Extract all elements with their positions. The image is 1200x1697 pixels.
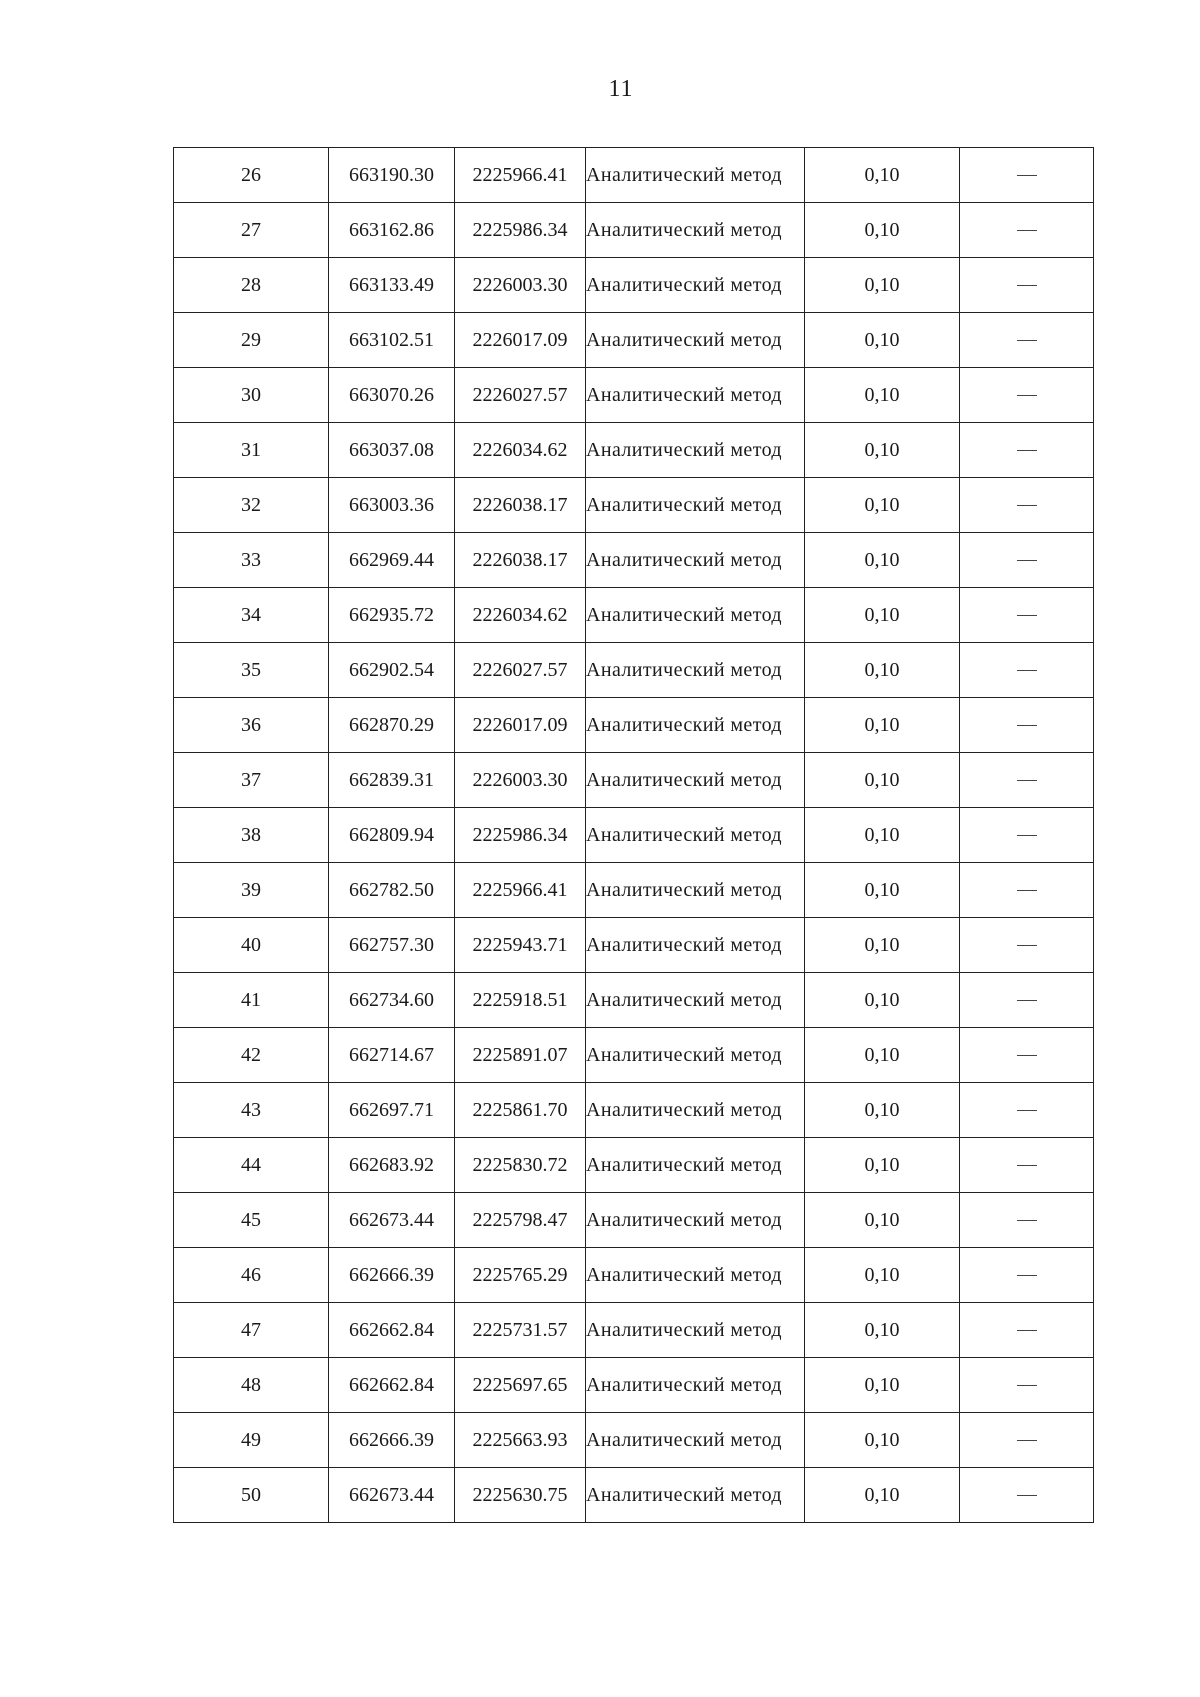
note-cell bbox=[960, 698, 1094, 753]
method-cell: Аналитический метод bbox=[586, 698, 805, 753]
method-cell: Аналитический метод bbox=[586, 1468, 805, 1523]
method-cell: Аналитический метод bbox=[586, 313, 805, 368]
method-cell: Аналитический метод bbox=[586, 1303, 805, 1358]
dash-mark bbox=[1017, 1440, 1037, 1441]
x-coordinate-cell: 662782.50 bbox=[329, 863, 455, 918]
point-number-cell: 32 bbox=[174, 478, 329, 533]
point-number-cell: 35 bbox=[174, 643, 329, 698]
accuracy-cell: 0,10 bbox=[805, 808, 960, 863]
y-coordinate-cell: 2226003.30 bbox=[455, 258, 586, 313]
y-coordinate-cell: 2225891.07 bbox=[455, 1028, 586, 1083]
dash-mark bbox=[1017, 835, 1037, 836]
dash-mark bbox=[1017, 1275, 1037, 1276]
note-cell bbox=[960, 1193, 1094, 1248]
y-coordinate-cell: 2226003.30 bbox=[455, 753, 586, 808]
dash-mark bbox=[1017, 945, 1037, 946]
dash-mark bbox=[1017, 395, 1037, 396]
dash-mark bbox=[1017, 285, 1037, 286]
dash-mark bbox=[1017, 780, 1037, 781]
x-coordinate-cell: 662839.31 bbox=[329, 753, 455, 808]
table-row bbox=[174, 863, 1094, 918]
table-row bbox=[174, 423, 1094, 478]
accuracy-cell: 0,10 bbox=[805, 588, 960, 643]
y-coordinate-cell: 2225966.41 bbox=[455, 148, 586, 203]
point-number-cell: 29 bbox=[174, 313, 329, 368]
note-cell bbox=[960, 203, 1094, 258]
point-number-cell: 27 bbox=[174, 203, 329, 258]
point-number-cell: 50 bbox=[174, 1468, 329, 1523]
point-number-cell: 48 bbox=[174, 1358, 329, 1413]
accuracy-cell: 0,10 bbox=[805, 1413, 960, 1468]
table-row bbox=[174, 808, 1094, 863]
table-row bbox=[174, 1028, 1094, 1083]
dash-mark bbox=[1017, 1330, 1037, 1331]
method-cell: Аналитический метод bbox=[586, 1193, 805, 1248]
accuracy-cell: 0,10 bbox=[805, 1303, 960, 1358]
method-cell: Аналитический метод bbox=[586, 1028, 805, 1083]
x-coordinate-cell: 663190.30 bbox=[329, 148, 455, 203]
coordinates-table-body bbox=[174, 148, 1094, 1523]
method-cell: Аналитический метод bbox=[586, 203, 805, 258]
accuracy-cell: 0,10 bbox=[805, 478, 960, 533]
dash-mark bbox=[1017, 1110, 1037, 1111]
note-cell bbox=[960, 1303, 1094, 1358]
point-number-cell: 43 bbox=[174, 1083, 329, 1138]
x-coordinate-cell: 662935.72 bbox=[329, 588, 455, 643]
note-cell bbox=[960, 1028, 1094, 1083]
x-coordinate-cell: 662809.94 bbox=[329, 808, 455, 863]
table-row bbox=[174, 973, 1094, 1028]
x-coordinate-cell: 662683.92 bbox=[329, 1138, 455, 1193]
y-coordinate-cell: 2225765.29 bbox=[455, 1248, 586, 1303]
method-cell: Аналитический метод bbox=[586, 973, 805, 1028]
note-cell bbox=[960, 863, 1094, 918]
table-row bbox=[174, 258, 1094, 313]
note-cell bbox=[960, 148, 1094, 203]
accuracy-cell: 0,10 bbox=[805, 203, 960, 258]
accuracy-cell: 0,10 bbox=[805, 1028, 960, 1083]
note-cell bbox=[960, 368, 1094, 423]
note-cell bbox=[960, 643, 1094, 698]
point-number-cell: 38 bbox=[174, 808, 329, 863]
point-number-cell: 42 bbox=[174, 1028, 329, 1083]
method-cell: Аналитический метод bbox=[586, 1083, 805, 1138]
note-cell bbox=[960, 1413, 1094, 1468]
method-cell: Аналитический метод bbox=[586, 423, 805, 478]
method-cell: Аналитический метод bbox=[586, 588, 805, 643]
dash-mark bbox=[1017, 1055, 1037, 1056]
method-cell: Аналитический метод bbox=[586, 808, 805, 863]
method-cell: Аналитический метод bbox=[586, 643, 805, 698]
y-coordinate-cell: 2226034.62 bbox=[455, 423, 586, 478]
dash-mark bbox=[1017, 450, 1037, 451]
accuracy-cell: 0,10 bbox=[805, 258, 960, 313]
dash-mark bbox=[1017, 615, 1037, 616]
table-row bbox=[174, 1413, 1094, 1468]
note-cell bbox=[960, 533, 1094, 588]
dash-mark bbox=[1017, 175, 1037, 176]
table-row bbox=[174, 1303, 1094, 1358]
table-row bbox=[174, 203, 1094, 258]
y-coordinate-cell: 2225861.70 bbox=[455, 1083, 586, 1138]
note-cell bbox=[960, 423, 1094, 478]
table-row bbox=[174, 1083, 1094, 1138]
x-coordinate-cell: 662662.84 bbox=[329, 1358, 455, 1413]
point-number-cell: 46 bbox=[174, 1248, 329, 1303]
accuracy-cell: 0,10 bbox=[805, 533, 960, 588]
x-coordinate-cell: 663070.26 bbox=[329, 368, 455, 423]
table-row bbox=[174, 1468, 1094, 1523]
note-cell bbox=[960, 918, 1094, 973]
table-row bbox=[174, 1248, 1094, 1303]
y-coordinate-cell: 2225966.41 bbox=[455, 863, 586, 918]
point-number-cell: 41 bbox=[174, 973, 329, 1028]
method-cell: Аналитический метод bbox=[586, 258, 805, 313]
x-coordinate-cell: 662662.84 bbox=[329, 1303, 455, 1358]
note-cell bbox=[960, 1248, 1094, 1303]
accuracy-cell: 0,10 bbox=[805, 753, 960, 808]
table-row bbox=[174, 478, 1094, 533]
accuracy-cell: 0,10 bbox=[805, 1138, 960, 1193]
x-coordinate-cell: 662666.39 bbox=[329, 1248, 455, 1303]
page-number: 11 bbox=[608, 76, 634, 102]
point-number-cell: 37 bbox=[174, 753, 329, 808]
y-coordinate-cell: 2225943.71 bbox=[455, 918, 586, 973]
table-row bbox=[174, 148, 1094, 203]
point-number-cell: 28 bbox=[174, 258, 329, 313]
accuracy-cell: 0,10 bbox=[805, 423, 960, 478]
table-row bbox=[174, 753, 1094, 808]
note-cell bbox=[960, 258, 1094, 313]
point-number-cell: 49 bbox=[174, 1413, 329, 1468]
point-number-cell: 26 bbox=[174, 148, 329, 203]
dash-mark bbox=[1017, 230, 1037, 231]
point-number-cell: 33 bbox=[174, 533, 329, 588]
point-number-cell: 47 bbox=[174, 1303, 329, 1358]
note-cell bbox=[960, 973, 1094, 1028]
method-cell: Аналитический метод bbox=[586, 918, 805, 973]
method-cell: Аналитический метод bbox=[586, 1138, 805, 1193]
y-coordinate-cell: 2225986.34 bbox=[455, 203, 586, 258]
x-coordinate-cell: 663133.49 bbox=[329, 258, 455, 313]
accuracy-cell: 0,10 bbox=[805, 1193, 960, 1248]
y-coordinate-cell: 2225830.72 bbox=[455, 1138, 586, 1193]
x-coordinate-cell: 663102.51 bbox=[329, 313, 455, 368]
point-number-cell: 39 bbox=[174, 863, 329, 918]
point-number-cell: 40 bbox=[174, 918, 329, 973]
table-row bbox=[174, 918, 1094, 973]
note-cell bbox=[960, 808, 1094, 863]
point-number-cell: 30 bbox=[174, 368, 329, 423]
note-cell bbox=[960, 313, 1094, 368]
note-cell bbox=[960, 1138, 1094, 1193]
x-coordinate-cell: 663003.36 bbox=[329, 478, 455, 533]
dash-mark bbox=[1017, 1220, 1037, 1221]
dash-mark bbox=[1017, 890, 1037, 891]
note-cell bbox=[960, 1358, 1094, 1413]
x-coordinate-cell: 662673.44 bbox=[329, 1468, 455, 1523]
table-row bbox=[174, 368, 1094, 423]
dash-mark bbox=[1017, 1385, 1037, 1386]
dash-mark bbox=[1017, 340, 1037, 341]
accuracy-cell: 0,10 bbox=[805, 643, 960, 698]
x-coordinate-cell: 663037.08 bbox=[329, 423, 455, 478]
note-cell bbox=[960, 588, 1094, 643]
note-cell bbox=[960, 1468, 1094, 1523]
dash-mark bbox=[1017, 725, 1037, 726]
method-cell: Аналитический метод bbox=[586, 863, 805, 918]
x-coordinate-cell: 662714.67 bbox=[329, 1028, 455, 1083]
method-cell: Аналитический метод bbox=[586, 148, 805, 203]
note-cell bbox=[960, 478, 1094, 533]
dash-mark bbox=[1017, 670, 1037, 671]
x-coordinate-cell: 662870.29 bbox=[329, 698, 455, 753]
accuracy-cell: 0,10 bbox=[805, 1248, 960, 1303]
point-number-cell: 34 bbox=[174, 588, 329, 643]
table-row bbox=[174, 313, 1094, 368]
y-coordinate-cell: 2226017.09 bbox=[455, 313, 586, 368]
x-coordinate-cell: 663162.86 bbox=[329, 203, 455, 258]
y-coordinate-cell: 2225731.57 bbox=[455, 1303, 586, 1358]
x-coordinate-cell: 662969.44 bbox=[329, 533, 455, 588]
table-row bbox=[174, 1193, 1094, 1248]
accuracy-cell: 0,10 bbox=[805, 918, 960, 973]
y-coordinate-cell: 2226017.09 bbox=[455, 698, 586, 753]
accuracy-cell: 0,10 bbox=[805, 863, 960, 918]
coordinates-table bbox=[173, 147, 1094, 1523]
method-cell: Аналитический метод bbox=[586, 368, 805, 423]
y-coordinate-cell: 2225630.75 bbox=[455, 1468, 586, 1523]
x-coordinate-cell: 662734.60 bbox=[329, 973, 455, 1028]
y-coordinate-cell: 2226027.57 bbox=[455, 368, 586, 423]
dash-mark bbox=[1017, 505, 1037, 506]
x-coordinate-cell: 662673.44 bbox=[329, 1193, 455, 1248]
method-cell: Аналитический метод bbox=[586, 478, 805, 533]
note-cell bbox=[960, 753, 1094, 808]
note-cell bbox=[960, 1083, 1094, 1138]
table-row bbox=[174, 588, 1094, 643]
accuracy-cell: 0,10 bbox=[805, 1358, 960, 1413]
dash-mark bbox=[1017, 1000, 1037, 1001]
dash-mark bbox=[1017, 1495, 1037, 1496]
point-number-cell: 31 bbox=[174, 423, 329, 478]
accuracy-cell: 0,10 bbox=[805, 313, 960, 368]
y-coordinate-cell: 2225663.93 bbox=[455, 1413, 586, 1468]
table-row bbox=[174, 643, 1094, 698]
accuracy-cell: 0,10 bbox=[805, 973, 960, 1028]
x-coordinate-cell: 662902.54 bbox=[329, 643, 455, 698]
accuracy-cell: 0,10 bbox=[805, 1083, 960, 1138]
table-row bbox=[174, 533, 1094, 588]
point-number-cell: 44 bbox=[174, 1138, 329, 1193]
accuracy-cell: 0,10 bbox=[805, 1468, 960, 1523]
x-coordinate-cell: 662666.39 bbox=[329, 1413, 455, 1468]
y-coordinate-cell: 2225697.65 bbox=[455, 1358, 586, 1413]
table-row bbox=[174, 1138, 1094, 1193]
point-number-cell: 36 bbox=[174, 698, 329, 753]
x-coordinate-cell: 662757.30 bbox=[329, 918, 455, 973]
y-coordinate-cell: 2226038.17 bbox=[455, 478, 586, 533]
accuracy-cell: 0,10 bbox=[805, 368, 960, 423]
y-coordinate-cell: 2226027.57 bbox=[455, 643, 586, 698]
y-coordinate-cell: 2225798.47 bbox=[455, 1193, 586, 1248]
y-coordinate-cell: 2225918.51 bbox=[455, 973, 586, 1028]
accuracy-cell: 0,10 bbox=[805, 698, 960, 753]
method-cell: Аналитический метод bbox=[586, 1248, 805, 1303]
method-cell: Аналитический метод bbox=[586, 533, 805, 588]
method-cell: Аналитический метод bbox=[586, 753, 805, 808]
method-cell: Аналитический метод bbox=[586, 1358, 805, 1413]
table-row bbox=[174, 698, 1094, 753]
table-row bbox=[174, 1358, 1094, 1413]
dash-mark bbox=[1017, 560, 1037, 561]
y-coordinate-cell: 2226038.17 bbox=[455, 533, 586, 588]
y-coordinate-cell: 2226034.62 bbox=[455, 588, 586, 643]
accuracy-cell: 0,10 bbox=[805, 148, 960, 203]
point-number-cell: 45 bbox=[174, 1193, 329, 1248]
y-coordinate-cell: 2225986.34 bbox=[455, 808, 586, 863]
dash-mark bbox=[1017, 1165, 1037, 1166]
method-cell: Аналитический метод bbox=[586, 1413, 805, 1468]
x-coordinate-cell: 662697.71 bbox=[329, 1083, 455, 1138]
